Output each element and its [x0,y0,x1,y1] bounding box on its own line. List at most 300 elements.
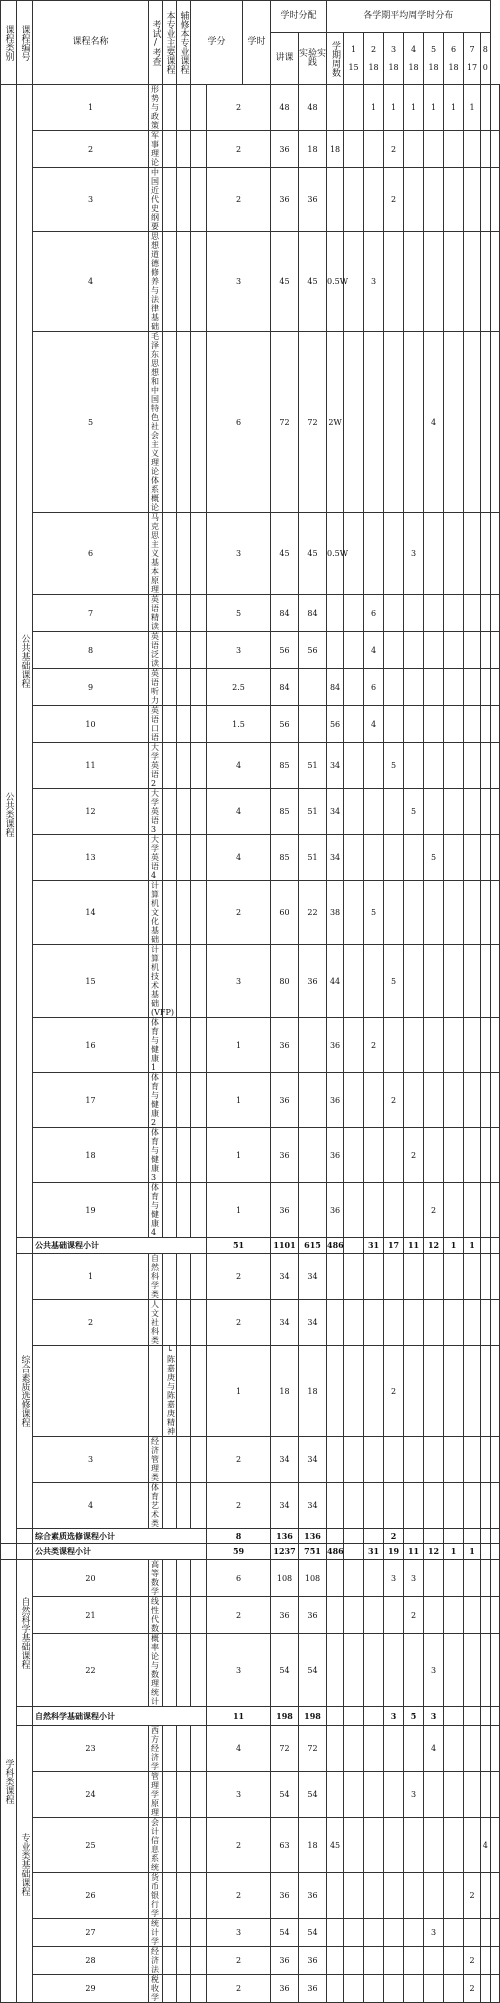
semester-3-hours: 5 [404,1707,424,1726]
col-hours: 学时 [243,1,271,85]
hours: 36 [271,131,299,168]
semester-label: 学期 [330,40,341,59]
semester-2-hours [384,232,404,332]
semester-5-hours [444,1634,464,1707]
semester-5-hours [444,1073,464,1128]
semester-5-hours [444,1873,464,1919]
semester-5-hours [444,706,464,743]
semester-3-hours [404,632,424,669]
table-row [1,1772,500,1818]
table-row [1,332,500,513]
course-code: 1 [33,1254,149,1300]
major-core-cell [177,1560,191,1597]
semester-label-cell [344,1975,364,2003]
hours: 136 [271,1529,299,1544]
semester-8-hours [490,1254,499,1300]
semester-7-hours: 4 [481,1818,490,1873]
semester-3-hours [404,1529,424,1544]
semester-4-hours: 3 [424,1634,444,1707]
semester-4-hours: 12 [424,1238,444,1254]
subtotal-row [1,1544,500,1560]
semester-6-hours: 1 [464,1544,481,1560]
major-core-cell [177,1254,191,1300]
hours: 45 [271,232,299,332]
credit: 2 [207,168,271,232]
lecture-hours: 22 [299,881,327,945]
semester-5-hours [444,945,464,1018]
course-code: 9 [33,669,149,706]
minor-core-cell [191,1818,207,1873]
semester-1-hours: 5 [364,881,384,945]
semester-1-hours [364,1597,384,1634]
course-code: 18 [33,1128,149,1183]
hours: 36 [271,1128,299,1183]
semester-3-hours [404,1073,424,1128]
semester-8-hours [490,1707,499,1726]
semester-6-hours [464,1483,481,1529]
table-row [1,232,500,332]
major-core-cell [177,1873,191,1919]
weeks-label: 周数 [330,58,341,77]
exam-cell [163,835,177,881]
semester-4-hours [424,232,444,332]
course-name: 形势与政策 [149,85,163,131]
semester-5-hours [444,835,464,881]
table-row [1,945,500,1018]
semester-3-hours [404,332,424,513]
semester-8-hours [490,1947,499,1975]
semester-2-hours [384,669,404,706]
course-name: 英语泛读 [149,632,163,669]
semester-8-hours [490,1238,499,1254]
subtotal-row [1,1529,500,1544]
table-row [1,131,500,168]
table-row [1,1634,500,1707]
semester-4-hours [424,1128,444,1183]
credit: 6 [207,332,271,513]
semester-5-hours [444,1818,464,1873]
semester-7-hours [481,1254,490,1300]
semester-8-hours [490,789,499,835]
course-name: 会计信息系统 [149,1818,163,1873]
semester-6-hours: 2 [464,1873,481,1919]
minor-core-cell [191,332,207,513]
hours: 108 [271,1560,299,1597]
table-row [1,1975,500,2003]
major-core-cell [177,1634,191,1707]
lab-hours [327,168,344,232]
course-name: 计算机文化基础 [149,881,163,945]
course-name: 货币银行学 [149,1873,163,1919]
minor-core-cell [191,1726,207,1772]
semester-5-hours [444,131,464,168]
semester-4-hours: 5 [424,835,444,881]
course-code: 28 [33,1947,149,1975]
semester-1-hours [364,945,384,1018]
semester-4-hours: 2 [424,1183,444,1238]
semester-6-hours [464,669,481,706]
credit: 1 [207,1183,271,1238]
semester-4-hours [424,945,444,1018]
semester-3-hours [404,1726,424,1772]
semester-1-hours [364,1300,384,1346]
course-code: 25 [33,1818,149,1873]
hours: 1101 [271,1238,299,1254]
semester-2-hours: 1 [384,85,404,131]
exam-cell [163,595,177,632]
group-zonghe: 综合素质选修课程 [17,1254,33,1529]
lab-hours [327,632,344,669]
course-code: 14 [33,881,149,945]
lab-hours [327,1726,344,1772]
course-name: 大学英语2 [149,743,163,789]
semester-5-hours: 1 [444,1544,464,1560]
semester-8-hours [490,1772,499,1818]
lab-hours: 84 [327,669,344,706]
exam-cell [163,1772,177,1818]
semester-3-hours [404,881,424,945]
semester-3-hours: 3 [404,513,424,595]
table-row [1,168,500,232]
semester-4-hours [424,669,444,706]
semester-3-hours: 1 [404,85,424,131]
major-core-cell [177,835,191,881]
sem-head: 3 18 [384,33,404,85]
semester-4-hours [424,595,444,632]
semester-2-hours [384,1183,404,1238]
semester-8-hours [490,1975,499,2003]
hours: 85 [271,835,299,881]
course-code: 13 [33,835,149,881]
semester-7-hours [481,1018,490,1073]
lecture-hours: 34 [299,1254,327,1300]
col-major-core: 本专业主要课程 [163,1,177,85]
semester-1-hours [364,1346,384,1437]
course-code: 16 [33,1018,149,1073]
course-name: 英语精读 [149,595,163,632]
semester-label-cell [344,1437,364,1483]
semester-6-hours [464,168,481,232]
course-code: 22 [33,1634,149,1707]
credit: 2.5 [207,669,271,706]
hours: 85 [271,789,299,835]
hours: 48 [271,85,299,131]
major-core-cell [177,669,191,706]
minor-core-cell [191,1483,207,1529]
lecture-hours: 54 [299,1772,327,1818]
credit: 2 [207,1975,271,2003]
course-code: 8 [33,632,149,669]
semester-8-hours [490,1346,499,1437]
semester-5-hours [444,743,464,789]
hours: 60 [271,881,299,945]
minor-core-cell [191,945,207,1018]
semester-label-cell [344,1183,364,1238]
course-code: 6 [33,513,149,595]
semester-label-cell [344,1300,364,1346]
table-row [1,1560,500,1597]
semester-7-hours [481,1597,490,1634]
course-name: 思想道德修养与法律基础 [149,232,163,332]
col-code: 课程编号 [17,1,33,85]
major-core-cell [177,1183,191,1238]
lab-hours: 36 [327,1018,344,1073]
credit: 3 [207,945,271,1018]
exam-cell [163,131,177,168]
semester-5-hours [444,232,464,332]
major-core-cell [177,1772,191,1818]
exam-cell [163,1726,177,1772]
table-row [1,743,500,789]
semester-7-hours [481,131,490,168]
lecture-hours: 34 [299,1437,327,1483]
semester-7-hours [481,1707,490,1726]
lab-hours: 0.5W [327,513,344,595]
semester-8-hours [490,1873,499,1919]
semester-8-hours [490,1018,499,1073]
course-name: 体育与健康1 [149,1018,163,1073]
semester-1-hours [364,1183,384,1238]
lecture-hours [299,1183,327,1238]
semester-4-hours [424,131,444,168]
course-name: 军事理论 [149,131,163,168]
credit: 11 [207,1707,271,1726]
group-xueke: 学科类课程 [1,1560,17,2003]
credit: 3 [207,632,271,669]
col-minor-core: 辅修本专业课程 [177,1,191,85]
table-row [1,85,500,131]
semester-5-hours [444,1707,464,1726]
semester-label-cell [344,1772,364,1818]
hours: 84 [271,595,299,632]
sem-head: 5 18 [424,33,444,85]
semester-4-hours [424,789,444,835]
hours: 72 [271,1726,299,1772]
semester-7-hours [481,1437,490,1483]
lab-hours: 56 [327,706,344,743]
semester-8-hours [490,1483,499,1529]
credit: 51 [207,1238,271,1254]
semester-2-hours [384,1018,404,1073]
credit: 4 [207,789,271,835]
major-core-cell [177,706,191,743]
lab-hours [327,1300,344,1346]
semester-6-hours [464,1560,481,1597]
exam-cell [163,1873,177,1919]
col-semester-group: 各学期平均周学时分布 [327,1,490,33]
spacer-cell [17,1707,33,1726]
credit: 1 [207,1128,271,1183]
semester-2-hours: 17 [384,1238,404,1254]
credit: 4 [207,835,271,881]
credit: 2 [207,1300,271,1346]
semester-7-hours [481,85,490,131]
semester-4-hours [424,1437,444,1483]
lab-hours: 44 [327,945,344,1018]
course-code: 27 [33,1919,149,1947]
semester-7-hours [481,1873,490,1919]
lab-hours: 2W [327,332,344,513]
exam-cell [163,513,177,595]
table-row [1,1919,500,1947]
lab-hours [327,1772,344,1818]
lab-hours: 36 [327,1183,344,1238]
credit: 6 [207,1560,271,1597]
semester-6-hours [464,332,481,513]
course-name: 大学英语3 [149,789,163,835]
semester-6-hours [464,1018,481,1073]
course-name: 英语口语 [149,706,163,743]
credit: 1 [207,1346,271,1437]
subtotal-name: 综合素质选修课程小计 [33,1529,207,1544]
semester-1-hours [364,1818,384,1873]
semester-3-hours [404,1483,424,1529]
lab-hours [327,1919,344,1947]
semester-8-hours [490,835,499,881]
lecture-hours: 84 [299,595,327,632]
semester-2-hours [384,1128,404,1183]
semester-2-hours [384,1772,404,1818]
semester-7-hours [481,513,490,595]
semester-1-hours [364,789,384,835]
semester-6-hours: 2 [464,1975,481,2003]
credit: 2 [207,1254,271,1300]
hours: 36 [271,1975,299,2003]
hours: 36 [271,168,299,232]
semester-2-hours: 2 [384,1346,404,1437]
semester-8-hours [490,85,499,131]
hours: 18 [271,1346,299,1437]
semester-3-hours [404,1437,424,1483]
table-row [1,1597,500,1634]
exam-cell [163,1919,177,1947]
semester-label-cell [344,743,364,789]
semester-1-hours: 3 [364,232,384,332]
lab-hours [327,1529,344,1544]
semester-label-cell [344,332,364,513]
col-name: 课程名称 [33,1,149,85]
exam-cell [163,168,177,232]
semester-4-hours [424,1018,444,1073]
major-core-cell [177,1346,191,1437]
col-exam: 考试/考查 [149,1,163,85]
hours: 34 [271,1300,299,1346]
semester-5-hours [444,1560,464,1597]
semester-3-hours [404,1300,424,1346]
course-code: 5 [33,332,149,513]
semester-label-cell [344,1726,364,1772]
lecture-hours [299,669,327,706]
semester-2-hours [384,332,404,513]
minor-core-cell [191,881,207,945]
semester-6-hours [464,1707,481,1726]
semester-2-hours [384,1947,404,1975]
semester-5-hours [444,595,464,632]
semester-6-hours [464,1634,481,1707]
table-row [1,669,500,706]
semester-6-hours [464,743,481,789]
exam-cell [163,1947,177,1975]
semester-label-cell [344,881,364,945]
semester-6-hours [464,513,481,595]
major-core-cell [177,1975,191,2003]
semester-5-hours [444,1975,464,2003]
semester-3-hours [404,1183,424,1238]
semester-6-hours [464,1128,481,1183]
semester-5-hours [444,881,464,945]
semester-label-cell [344,1919,364,1947]
course-name: 体育与健康4 [149,1183,163,1238]
semester-6-hours [464,595,481,632]
semester-5-hours [444,1437,464,1483]
course-name: 中国近代史纲要 [149,168,163,232]
credit: 2 [207,1947,271,1975]
semester-label-cell [344,595,364,632]
course-code: 17 [33,1073,149,1128]
semester-7-hours [481,1529,490,1544]
lab-hours [327,1975,344,2003]
semester-2-hours [384,513,404,595]
semester-label-cell [344,1560,364,1597]
semester-1-hours: 2 [364,1018,384,1073]
semester-3-hours [404,669,424,706]
semester-8-hours [490,1726,499,1772]
lecture-hours [299,1073,327,1128]
spacer-cell [17,1529,33,1544]
semester-label-cell [344,1634,364,1707]
semester-4-hours: 12 [424,1544,444,1560]
exam-cell [163,669,177,706]
subtotal-name: 公共基础课程小计 [33,1238,207,1254]
credit: 1.5 [207,706,271,743]
course-code: 2 [33,131,149,168]
table-row [1,1818,500,1873]
semester-3-hours [404,1873,424,1919]
semester-6-hours [464,1919,481,1947]
minor-core-cell [191,232,207,332]
lecture-hours: 54 [299,1634,327,1707]
credit: 1 [207,1018,271,1073]
semester-2-hours [384,1483,404,1529]
semester-8-hours [490,743,499,789]
semester-2-hours [384,1919,404,1947]
major-core-cell [177,945,191,1018]
minor-core-cell [191,1597,207,1634]
lecture-hours: 36 [299,1597,327,1634]
semester-3-hours: 3 [404,1772,424,1818]
exam-cell [163,85,177,131]
exam-cell [163,1073,177,1128]
semester-4-hours: 3 [424,1919,444,1947]
table-row [1,595,500,632]
semester-5-hours [444,1300,464,1346]
semester-7-hours [481,1128,490,1183]
minor-core-cell [191,1300,207,1346]
lecture-hours: 751 [299,1544,327,1560]
credit: 3 [207,232,271,332]
minor-core-cell [191,1947,207,1975]
major-core-cell [177,881,191,945]
hours: 63 [271,1818,299,1873]
semester-label-cell [344,669,364,706]
lab-hours [327,1873,344,1919]
hours: 45 [271,513,299,595]
minor-core-cell [191,835,207,881]
semester-6-hours [464,945,481,1018]
col-semester-weeks-label [327,33,344,85]
semester-5-hours [444,332,464,513]
semester-label-cell [344,1073,364,1128]
